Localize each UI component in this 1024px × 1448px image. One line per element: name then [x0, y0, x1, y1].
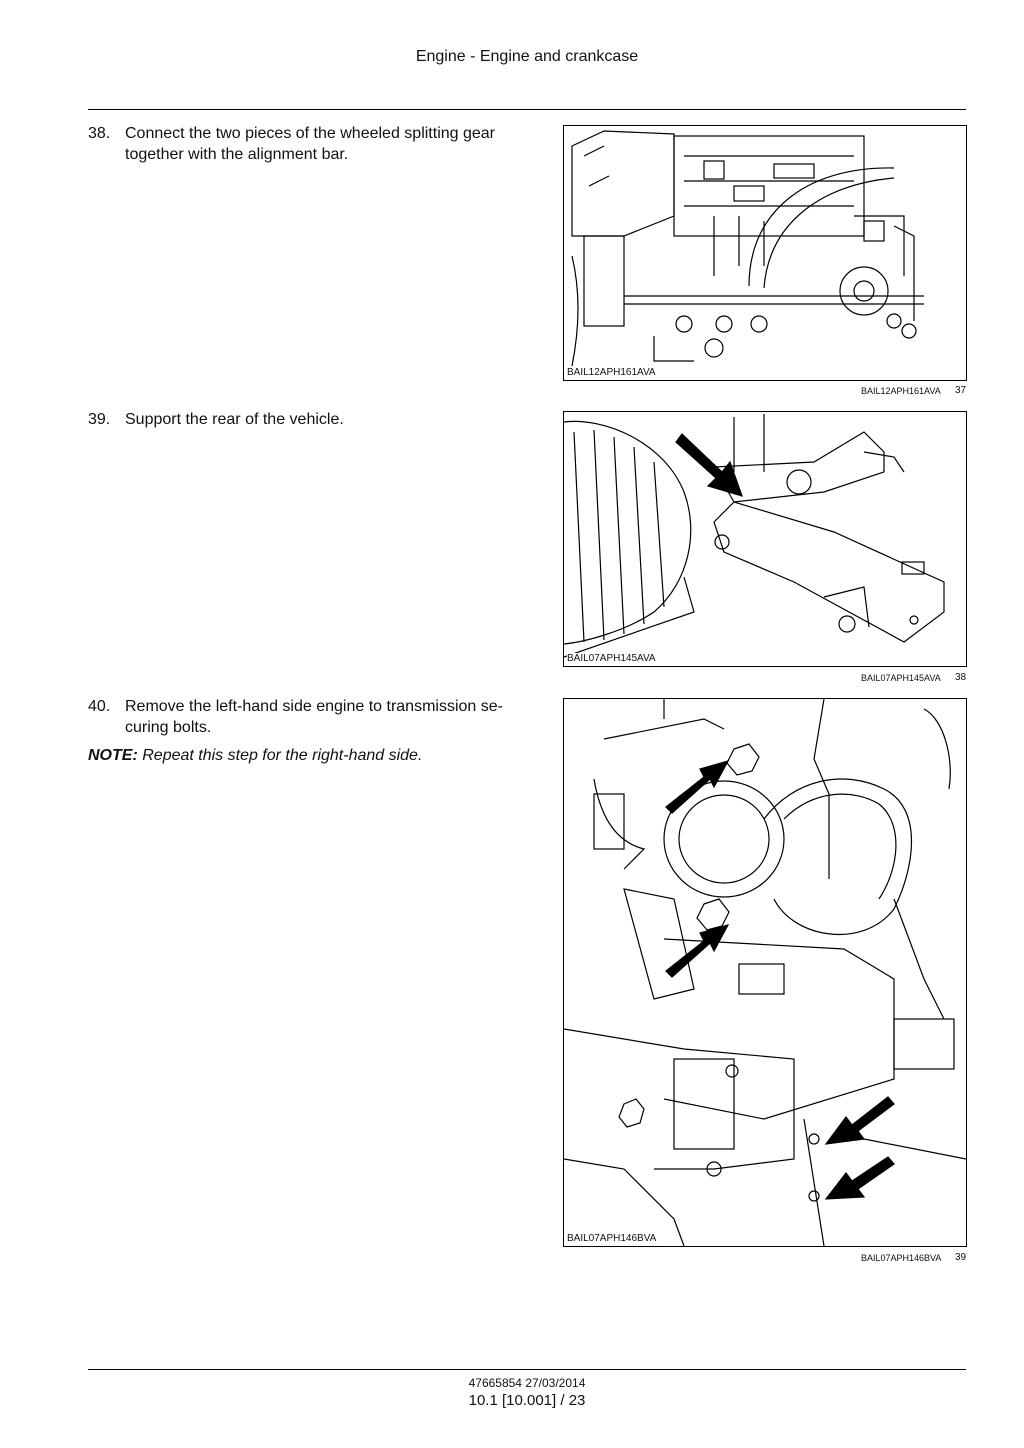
step-number: 40.	[88, 698, 111, 715]
header-rule	[88, 109, 966, 110]
splitting-gear-drawing	[564, 126, 966, 380]
footer-doc-number: 47665854 27/03/2014	[468, 1376, 586, 1390]
footer-page-number: 10.1 [10.001] / 23	[468, 1392, 586, 1409]
footer-rule	[88, 1369, 966, 1370]
figure-37-illustration	[563, 125, 967, 381]
step-number: 39.	[88, 411, 111, 428]
step-text: Connect the two pieces of the wheeled splitting gear together with the alignment bar.	[125, 125, 496, 163]
engine-bolts-drawing	[564, 699, 966, 1246]
figure-number: 39	[955, 1252, 967, 1263]
note-label: NOTE:	[88, 747, 138, 764]
step-text: Support the rear of the vehicle.	[125, 411, 344, 428]
note-text: Repeat this step for the right-hand side.	[142, 747, 423, 764]
page-header-title: Engine - Engine and crankcase	[415, 48, 639, 65]
step-text: Remove the left-hand side engine to transmission se- curing bolts.	[125, 698, 503, 736]
figure-caption: BAIL12APH161AVA	[861, 386, 941, 396]
figure-38-illustration	[563, 411, 967, 667]
note	[88, 747, 528, 765]
figure-image-id: BAIL12APH161AVA	[567, 367, 659, 378]
figure-image-id: BAIL07APH145AVA	[567, 653, 659, 664]
figure-39-illustration	[563, 698, 967, 1247]
figure-number: 37	[955, 385, 967, 396]
step-40	[88, 696, 528, 738]
step-number: 38.	[88, 125, 111, 142]
figure-caption: BAIL07APH146BVA	[861, 1253, 942, 1263]
step-38	[88, 123, 528, 165]
figure-caption: BAIL07APH145AVA	[861, 673, 941, 683]
rear-support-drawing	[564, 412, 966, 666]
figure-number: 38	[955, 672, 967, 683]
step-39	[88, 409, 528, 430]
figure-image-id: BAIL07APH146BVA	[567, 1233, 659, 1244]
